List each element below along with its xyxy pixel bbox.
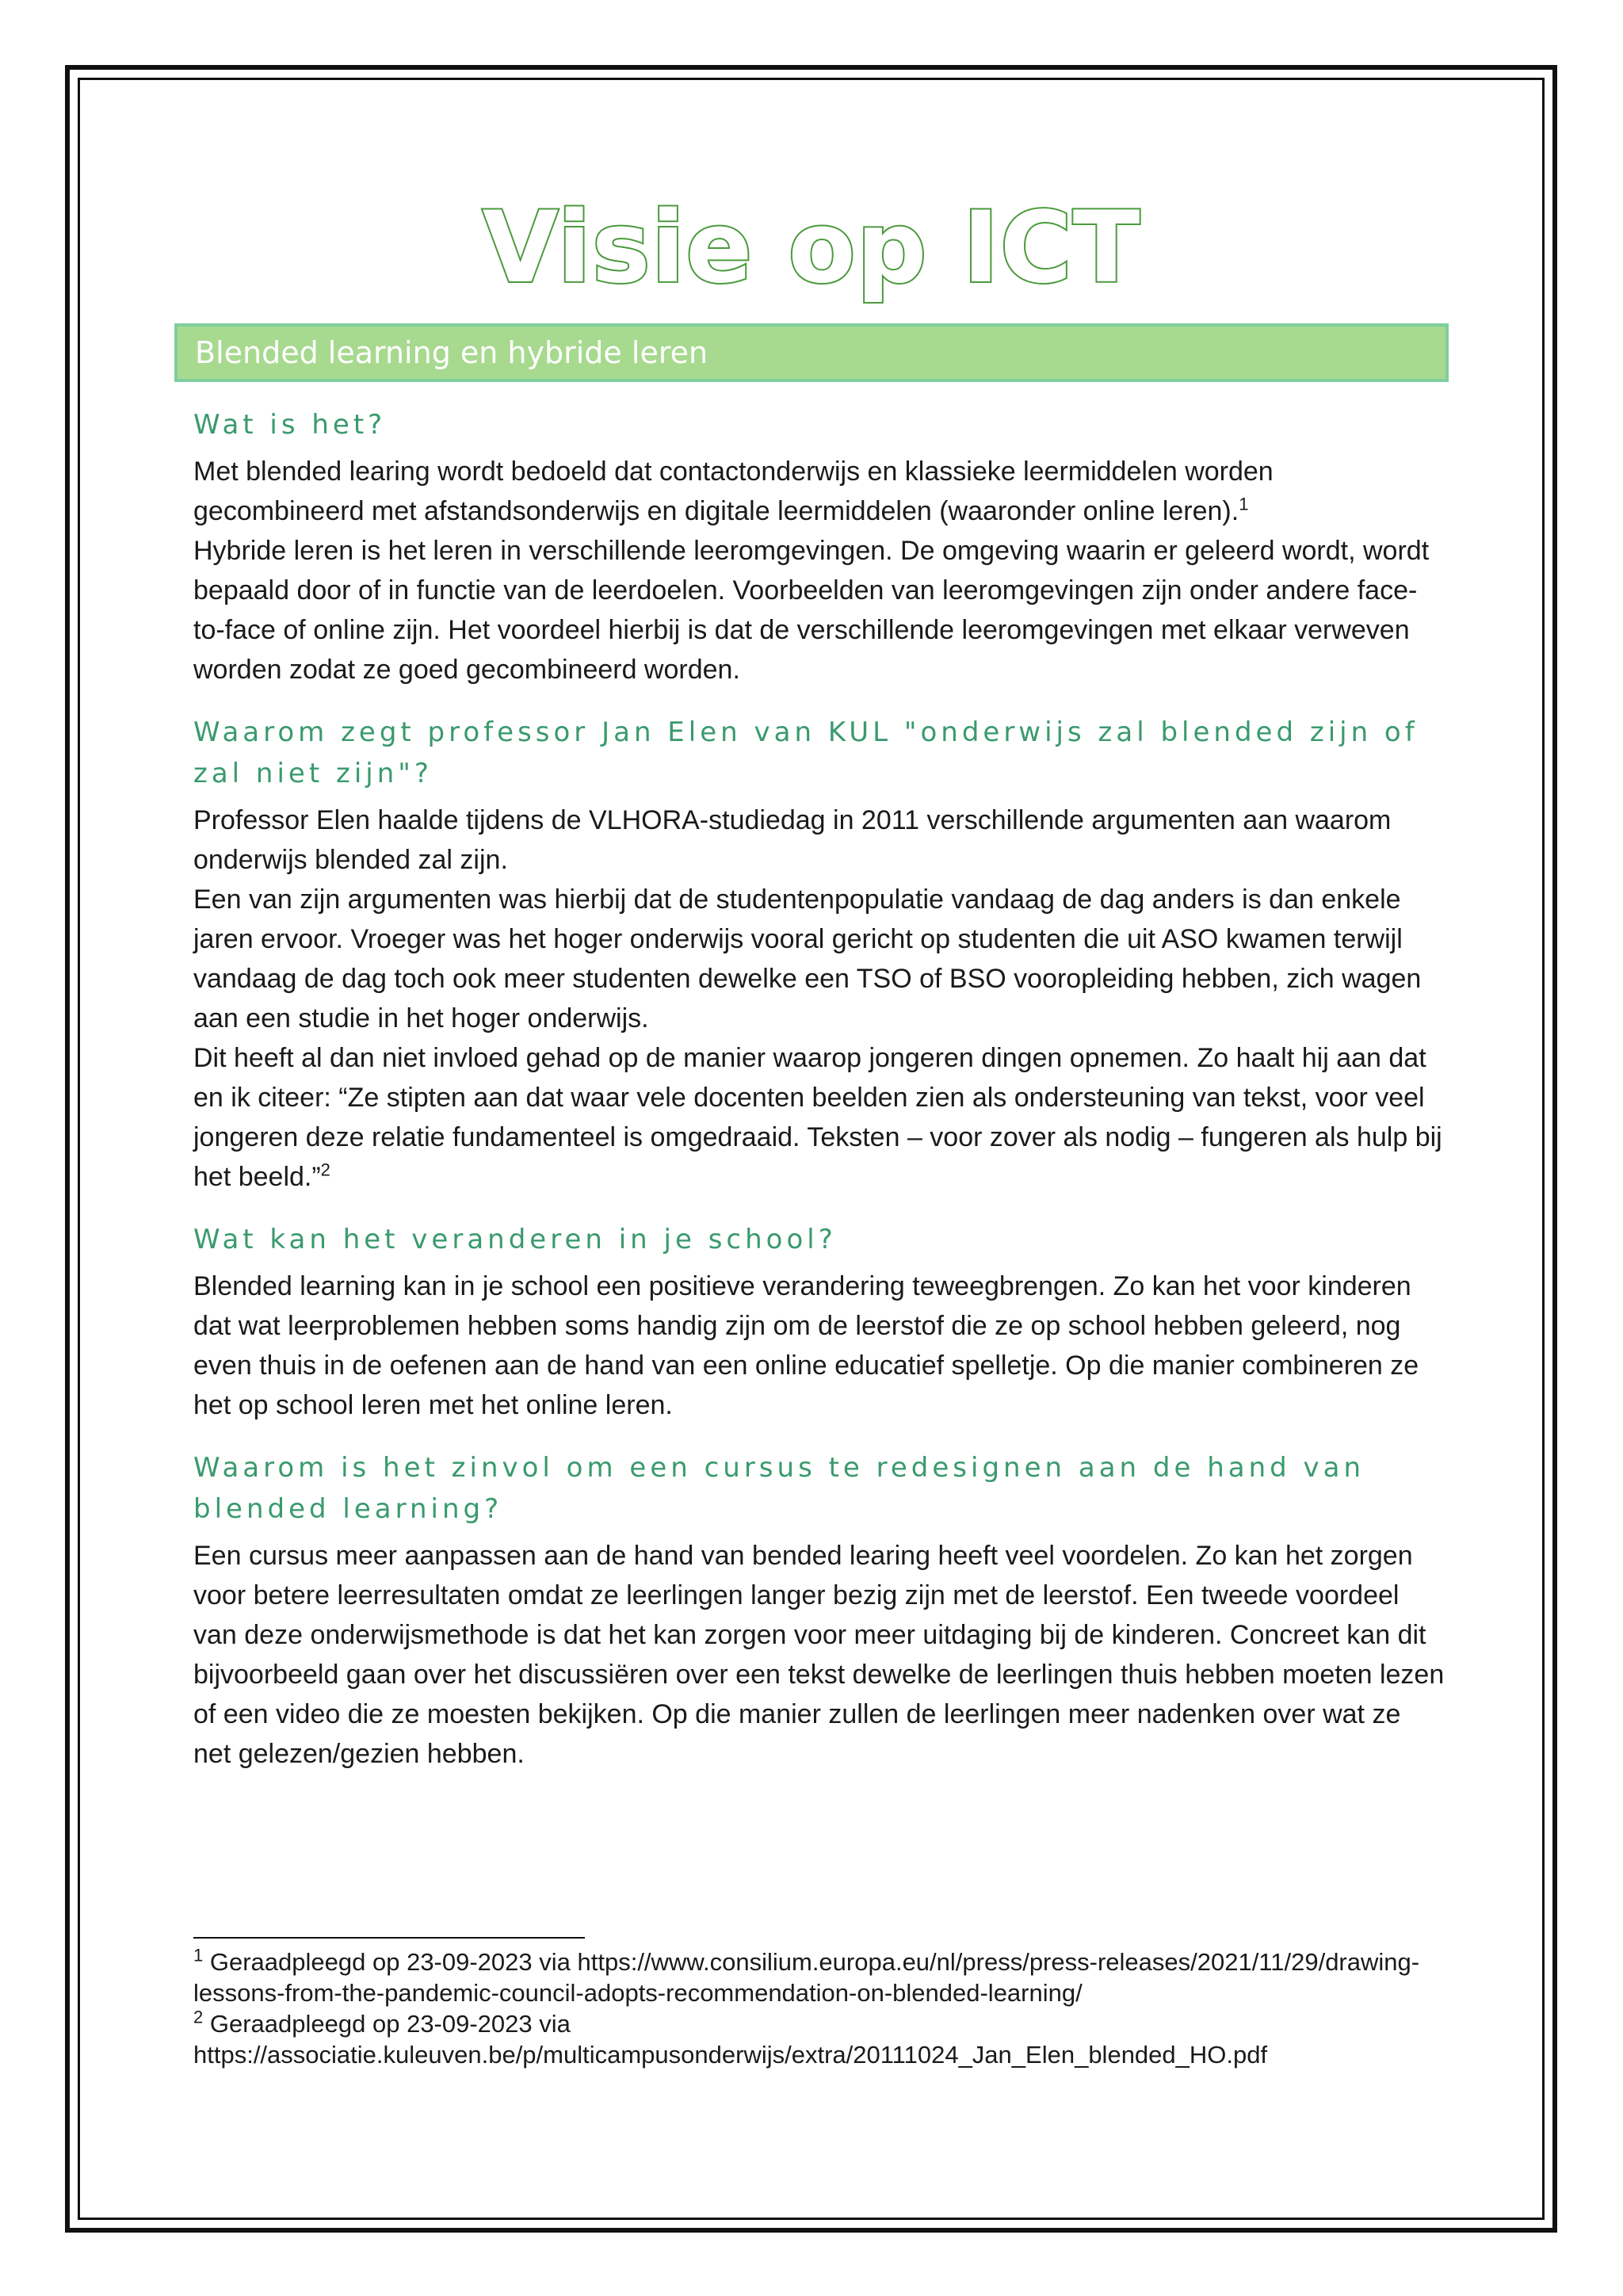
paragraph: Een van zijn argumenten was hierbij dat de studentenpopulatie vandaag de dag anders is dan enkele jaren ervoor. Vroeger was het hoger onderwijs vooral gericht op studenten die uit ASO kwamen terwijl vandaag de dag toch ook meer studenten dewelke een TSO of BSO vooropleiding hebben, zich wagen aan een studie in het hoger onderwijs. — [193, 884, 1422, 1033]
footnote-number: 2 — [193, 2007, 204, 2027]
footnote-text[interactable]: Geraadpleegd op 23-09-2023 via https://associatie.kuleuven.be/p/multicampusonderwijs/extra/20111024_Jan_Elen_blended_HO.pdf — [193, 2010, 1268, 2069]
heading-wat-is-het: Wat is het? — [193, 409, 387, 441]
paragraph: Hybride leren is het leren in verschillende leeromgevingen. De omgeving waarin er geleerd wordt, wordt bepaald door of in functie van de leerdoelen. Voorbeelden van leeromgevingen zijn onder andere face-to-face of online zijn. Het voordeel hierbij is dat de verschillende leeromgevingen met elkaar verweven worden zodat ze goed gecombineerd worden. — [193, 536, 1430, 685]
paragraph-text: Dit heeft al dan niet invloed gehad op de manier waarop jongeren dingen opnemen. Zo haalt hij aan dat en ik citeer: “Ze stipten aan dat waar vele docenten beelden zien als ondersteuning van tekst, voor veel jongeren deze relatie fundamenteel is omgedraaid. Teksten – voor zover als nodig – fungeren als hulp bij het beeld.” — [193, 1043, 1442, 1192]
footnote-1 — [193, 1946, 1461, 2008]
paragraph: Professor Elen haalde tijdens de VLHORA-studiedag in 2011 verschillende argumenten aan waarom onderwijs blended zal zijn. — [193, 805, 1392, 875]
paragraph: Blended learning kan in je school een positieve verandering teweegbrengen. Zo kan het voor kinderen dat wat leerproblemen hebben soms handig zijn om de leerstof die ze op school hebben geleerd, nog even thuis in de oefenen aan de hand van een online educatief spelletje. Op die manier combineren ze het op school leren met het online leren. — [193, 1271, 1419, 1420]
document-title: Visie op ICT — [482, 191, 1141, 305]
heading-waarom-blended: Waarom zegt professor Jan Elen van KUL "onderwijs zal blended zijn of zal niet zijn"? — [193, 716, 1419, 789]
footnote-separator — [193, 1937, 585, 1939]
footnote-number: 1 — [193, 1945, 204, 1966]
footnotes — [193, 1946, 1461, 2070]
heading-wat-kan-het-veranderen: Wat kan het veranderen in je school? — [193, 1224, 837, 1255]
paragraph: Een cursus meer aanpassen aan de hand van bended learing heeft veel voordelen. Zo kan het zorgen voor betere leerresultaten omdat ze leerlingen langer bezig zijn met de leerstof. Een tweede voordeel van deze onderwijsmethode is dat het kan zorgen voor meer uitdaging bij de kinderen. Concreet kan dit bijvoorbeeld gaan over het discussiëren over een tekst dewelke de leerlingen thuis hebben moeten lezen of een video die ze moesten bekijken. Op die manier zullen de leerlingen meer nadenken over wat ze net gelezen/gezien hebben. — [193, 1541, 1445, 1769]
heading-waarom-redesign: Waarom is het zinvol om een cursus te redesignen aan de hand van blended learning? — [193, 1452, 1365, 1525]
document-body — [193, 404, 1445, 1774]
footnote-text[interactable]: Geraadpleegd op 23-09-2023 via https://www.consilium.europa.eu/nl/press/press-releases/2021/11/29/drawing-lessons-from-the-pandemic-council-adopts-recommendation-on-blended-learning/ — [193, 1948, 1420, 2007]
paragraph — [193, 1038, 1445, 1197]
section-banner: Blended learning en hybride leren — [174, 323, 1449, 382]
paragraph-text: Met blended learing wordt bedoeld dat contactonderwijs en klassieke leermiddelen worden gecombineerd met afstandsonderwijs en digitale leermiddelen (waaronder online leren). — [193, 457, 1274, 526]
footnote-2 — [193, 2008, 1461, 2070]
footnote-ref[interactable]: 2 — [320, 1159, 330, 1180]
paragraph — [193, 452, 1445, 531]
footnote-ref[interactable]: 1 — [1239, 494, 1249, 514]
